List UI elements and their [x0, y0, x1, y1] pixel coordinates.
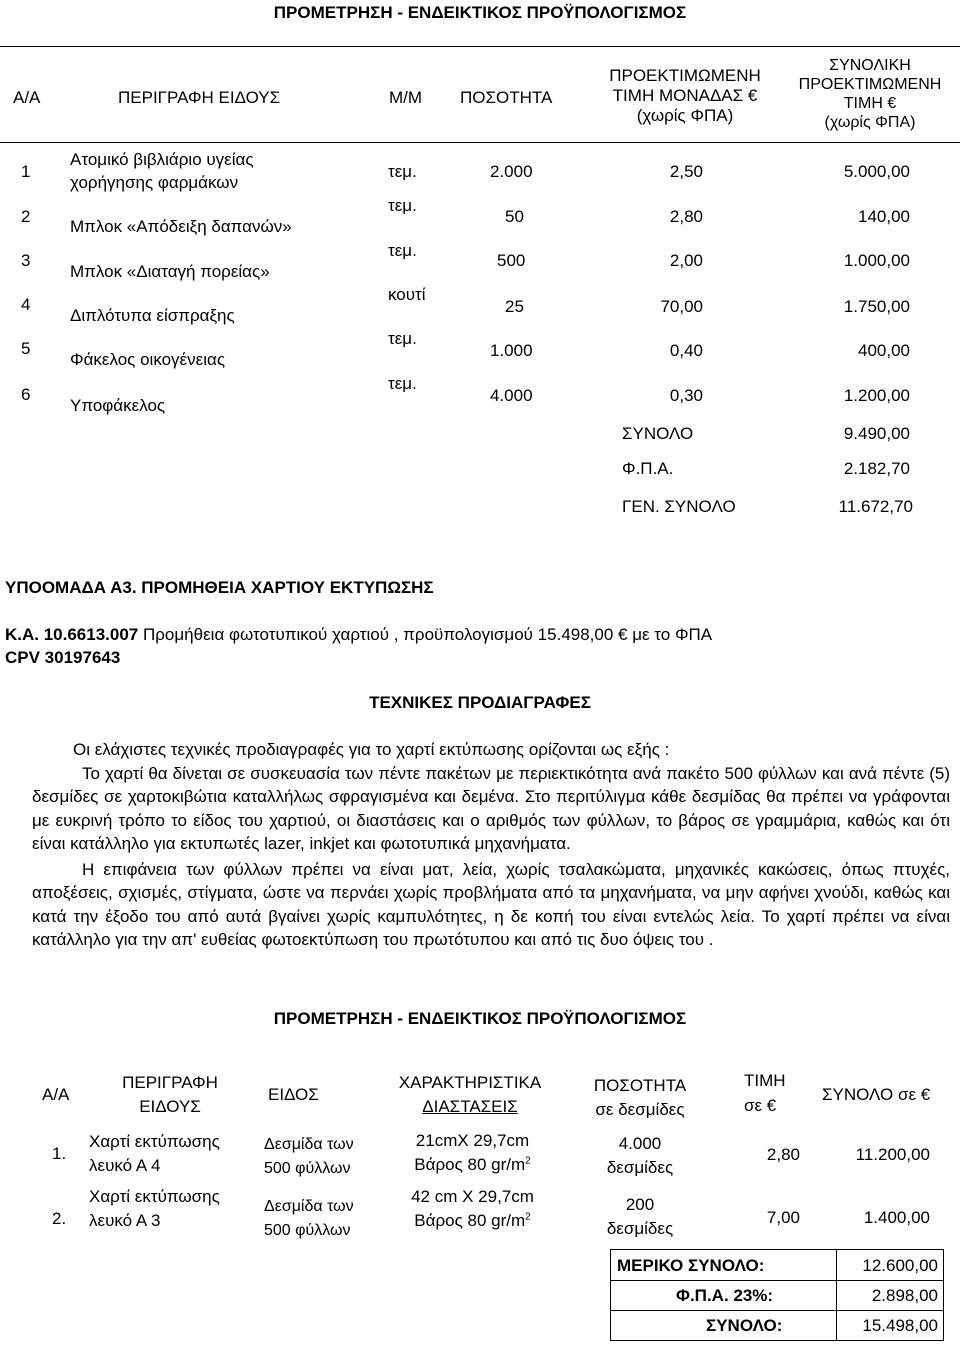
b1-row-total: 400,00 [858, 341, 910, 360]
ka-code: Κ.Α. 10.6613.007 [5, 625, 139, 644]
b1-row-unit-price: 2,00 [669, 251, 703, 270]
b1-row-unit-price: 0,40 [669, 341, 703, 360]
b2-vat-value: 2.898,00 [871, 1286, 938, 1305]
ka-line [5, 625, 712, 645]
b1-header-unit: Μ/Μ [389, 88, 423, 107]
b2-header-price: ΤΙΜΗ σε € [744, 1071, 786, 1115]
b1-row-description: Ατομικό βιβλιάριο υγείας χορήγησης φαρμάκων [70, 150, 254, 192]
b1-row-unit-price: 0,30 [669, 386, 703, 405]
b2-row-kind: Δεσμίδα των 500 φύλλων [264, 1198, 354, 1239]
b2-header-description: ΠΕΡΙΓΡΑΦΗ ΕΙΔΟΥΣ [122, 1073, 218, 1116]
b1-row-unit-price: 70,00 [660, 297, 703, 316]
ka-amount: 498,00 € με το ΦΠΑ [561, 625, 713, 644]
b2-row-description: Χαρτί εκτύπωσης λευκό Α 4 [89, 1132, 220, 1175]
b1-row-total: 1.000,00 [843, 251, 910, 270]
b2-total-label: ΣΥΝΟΛΟ: [706, 1316, 783, 1335]
b1-row-aa: 2 [21, 207, 31, 226]
b2-subtotal-value: 12.600,00 [862, 1256, 938, 1275]
b1-vat-value: 2.182,70 [843, 459, 910, 478]
specs-para-2: Η επιφάνεια των φύλλων πρέπει να είναι ματ, λεία, χωρίς τσαλακώματα, μηχανικές κακώσεις, όπως πτυχές, αποξέσεις, σχισμές, στίγματα, ώστε να περνάει χωρίς προβλήματα από τα μηχανήματα, να μην αφήνει χνούδι, καθώς και κατά την έξοδο του από αυτά βγαίνει χωρίς καμπυλότητες, η δε κοπή του είναι εντελώς λεία. Το χαρτί πρέπει να είναι κατάλληλο για την απ' ευθείας φωτοεκτύπωση του πρωτότυπου και από τις δυο όψεις του . [32, 859, 950, 949]
b2-header-quantity: ΠΟΣΟΤΗΤΑ σε δεσμίδες [593, 1076, 687, 1119]
b1-row-unit-price: 2,50 [669, 162, 703, 181]
b2-row-aa: 1. [52, 1144, 67, 1163]
b1-row-total: 5.000,00 [843, 162, 910, 181]
b2-header-total: ΣΥΝΟΛΟ σε € [822, 1085, 931, 1104]
specs-intro: Οι ελάχιστες τεχνικές προδιαγραφές για το χαρτί εκτύπωσης ορίζονται ως εξής : [73, 740, 670, 759]
ka-text: Προμήθεια φωτοτυπικού χαρτιού , προϋπολογισμού 15. [138, 625, 562, 644]
b1-header-total-price: ΣΥΝΟΛΙΚΗ ΠΡΟΕΚΤΙΜΩΜΕΝΗ ΤΙΜΗ € (χωρίς ΦΠΑ) [798, 57, 942, 131]
b1-row-unit: τεμ. [388, 196, 417, 215]
b2-row-quantity: 4.000 δεσμίδες [606, 1134, 674, 1177]
b1-row-total: 1.200,00 [843, 386, 910, 405]
b1-grand-total-label: ΓΕΝ. ΣΥΝΟΛΟ [622, 497, 736, 516]
b1-row-total: 1.750,00 [843, 297, 910, 316]
b2-row-price: 7,00 [766, 1208, 800, 1227]
b1-row-aa: 5 [21, 339, 31, 358]
budget1-top-border [0, 46, 960, 47]
b2-row-total: 11.200,00 [855, 1145, 930, 1164]
specs-para-1: Το χαρτί θα δίνεται σε συσκευασία των πέντε πακέτων με περιεκτικότητα ανά πακέτο 500 φύλλων και ανά πέντε (5) δεσμίδες σε χαρτοκιβώτια καταλλήλως σφραγισμένα και δεμένα. Στο περιτύλιγμα κάθε δεσμίδας θα πρέπει να γράφονται με ευκρινή τρόπο το είδος του χαρτιού, οι διαστάσεις και ο αριθμός των φύλλων, το βάρος σε γραμμάρια, καθώς και ότι είναι κατάλληλο για εκτυπωτές lazer, inkjet και φωτοτυπικά μηχανήματα. [32, 763, 950, 853]
b1-vat-label: Φ.Π.Α. [622, 459, 674, 478]
b2-row-quantity: 200 δεσμίδες [606, 1195, 674, 1238]
b1-row-quantity: 500 [497, 251, 526, 270]
b1-total-label: ΣΥΝΟΛΟ [622, 424, 694, 443]
b1-row-aa: 6 [21, 385, 31, 404]
b2-row-price: 2,80 [766, 1145, 800, 1164]
b2-row-aa: 2. [52, 1209, 67, 1228]
budget1-header-border [0, 142, 960, 143]
b2-row-characteristics: 42 cm X 29,7cm Βάρος 80 $gr/m^2$ [411, 1187, 534, 1230]
specs-body [32, 738, 950, 952]
specs-heading: ΤΕΧΝΙΚΕΣ ΠΡΟΔΙΑΓΡΑΦΕΣ [369, 693, 591, 712]
b1-header-description: ΠΕΡΙΓΡΑΦΗ ΕΙΔΟΥΣ [118, 88, 281, 107]
b2-total-value: 15.498,00 [862, 1316, 938, 1335]
b1-row-aa: 3 [21, 251, 31, 270]
b2-row-characteristics: 21cmX 29,7cm Βάρος 80 $gr/m^2$ [414, 1131, 531, 1174]
b2-subtotal-label: ΜΕΡΙΚΟ ΣΥΝΟΛΟ: [617, 1256, 765, 1275]
b1-grand-total-value: 11.672,70 [838, 497, 913, 516]
b1-row-unit: τεμ. [388, 329, 417, 348]
b1-row-description: Υποφάκελος [70, 396, 166, 415]
b2-row-kind: Δεσμίδα των 500 φύλλων [264, 1136, 354, 1177]
b1-row-unit: κουτί [388, 285, 426, 304]
b1-row-unit: τεμ. [388, 241, 417, 260]
b1-row-total: 140,00 [858, 207, 910, 226]
budget1-title: ΠΡΟΜΕΤΡΗΣΗ - ΕΝΔΕΙΚΤΙΚΟΣ ΠΡΟΫΠΟΛΟΓΙΣΜΟΣ [273, 3, 687, 22]
b1-header-aa: Α/Α [13, 88, 41, 107]
b1-row-description: Μπλοκ «Διαταγή πορείας» [70, 262, 270, 281]
b1-row-quantity: 50 [505, 207, 524, 226]
b1-row-quantity: 4.000 [490, 386, 533, 405]
cpv-code: CPV 30197643 [5, 648, 121, 667]
b1-row-description: Φάκελος οικογένειας [70, 350, 226, 369]
b1-row-quantity: 2.000 [490, 162, 533, 181]
b1-row-unit: τεμ. [388, 374, 417, 393]
b1-row-description: Μπλοκ «Απόδειξη δαπανών» [70, 217, 292, 236]
subgroup-heading: ΥΠΟΟΜΑΔΑ Α3. ΠΡΟΜΗΘΕΙΑ ΧΑΡΤΙΟΥ ΕΚΤΥΠΩΣΗΣ [5, 578, 434, 597]
budget2-title: ΠΡΟΜΕΤΡΗΣΗ - ΕΝΔΕΙΚΤΙΚΟΣ ΠΡΟΫΠΟΛΟΓΙΣΜΟΣ [273, 1009, 687, 1028]
b1-header-unit-price: ΠΡΟΕΚΤΙΜΩΜΕΝΗ ΤΙΜΗ ΜΟΝΑΔΑΣ € (χωρίς ΦΠΑ) [609, 66, 761, 125]
b2-header-characteristics: ΧΑΡΑΚΤΗΡΙΣΤΙΚΑ ΔΙΑΣΤΑΣΕΙΣ [398, 1073, 542, 1116]
b1-row-aa: 4 [21, 295, 31, 314]
b1-total-value: 9.490,00 [843, 424, 910, 443]
b1-row-quantity: 1.000 [490, 341, 533, 360]
b2-row-description: Χαρτί εκτύπωσης λευκό Α 3 [89, 1187, 220, 1230]
b2-vat-label: Φ.Π.Α. 23%: [676, 1286, 774, 1305]
b1-row-aa: 1 [21, 162, 31, 181]
b1-row-unit: τεμ. [388, 162, 417, 181]
b1-header-quantity: ΠΟΣΟΤΗΤΑ [460, 88, 553, 107]
b1-row-unit-price: 2,80 [669, 207, 703, 226]
b2-header-aa: Α/Α [42, 1085, 70, 1104]
b1-row-description: Διπλότυπα είσπραξης [70, 306, 235, 325]
b1-row-quantity: 25 [505, 297, 524, 316]
b2-row-total: 1.400,00 [863, 1208, 930, 1227]
b2-header-kind: ΕΙΔΟΣ [268, 1085, 319, 1104]
